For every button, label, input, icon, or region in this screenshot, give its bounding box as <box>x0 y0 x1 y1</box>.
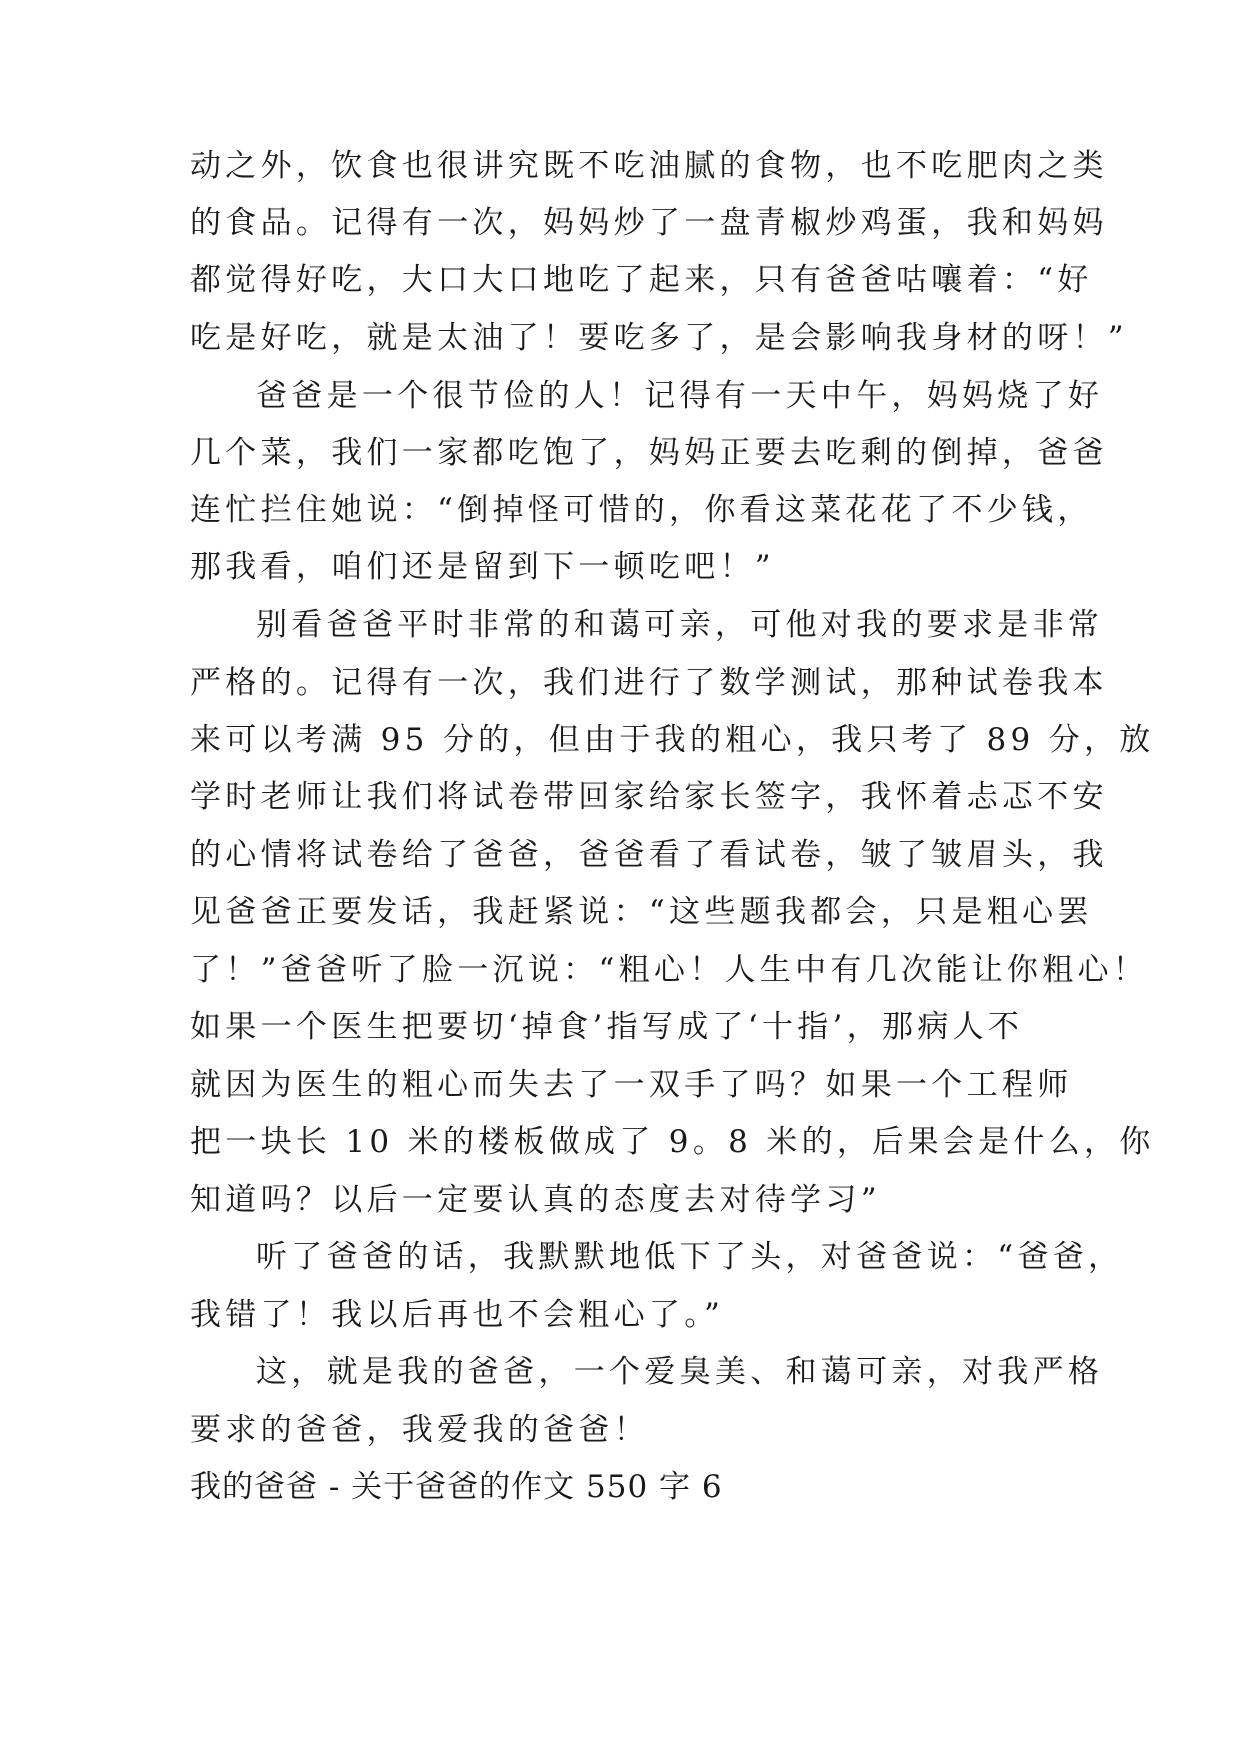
text-line: 知道吗？以后一定要认真的态度去对待学习” <box>190 1182 881 1218</box>
text-line: 动之外，饮食也很讲究既不吃油腻的食物，也不吃肥肉之类 <box>190 148 1108 184</box>
paragraph-start-line: 别看爸爸平时非常的和蔼可亲，可他对我的要求是非常 <box>256 607 1104 643</box>
text-line: 严格的。记得有一次，我们进行了数学测试，那种试卷我本 <box>190 665 1108 701</box>
text-line: 的食品。记得有一次，妈妈炒了一盘青椒炒鸡蛋，我和妈妈 <box>190 205 1108 241</box>
text-line: 那我看，咱们还是留到下一顿吃吧！” <box>190 549 775 585</box>
paragraph-start-line: 爸爸是一个很节俭的人！记得有一天中午，妈妈烧了好 <box>256 378 1104 414</box>
text-line: 了！”爸爸听了脸一沉说：“粗心！人生中有几次能让你粗心！ <box>190 952 1149 988</box>
text-line: 吃是好吃，就是太油了！要吃多了，是会影响我身材的呀！” <box>190 320 1128 356</box>
paragraph-start-line: 听了爸爸的话，我默默地低下了头，对爸爸说：“爸爸， <box>256 1239 1124 1275</box>
text-line: 都觉得好吃，大口大口地吃了起来，只有爸爸咕嚷着：“好 <box>190 262 1093 298</box>
text-line: 如果一个医生把要切‘掉食’指写成了‘十指’，那病人不 <box>190 1009 1024 1045</box>
text-line: 就因为医生的粗心而失去了一双手了吗？如果一个工程师 <box>190 1067 1073 1103</box>
text-line: 来可以考满 95 分的，但由于我的粗心，我只考了 89 分，放 <box>190 722 1155 758</box>
section-heading: 我的爸爸 - 关于爸爸的作文 550 字 6 <box>190 1469 723 1505</box>
text-line: 我错了！我以后再也不会粗心了。” <box>190 1297 725 1333</box>
text-line: 要求的爸爸，我爱我的爸爸！ <box>190 1412 649 1448</box>
text-line: 连忙拦住她说：“倒掉怪可惜的，你看这菜花花了不少钱， <box>190 492 1093 528</box>
text-line: 学时老师让我们将试卷带回家给家长签字，我怀着忐忑不安 <box>190 779 1108 815</box>
paragraph-start-line: 这，就是我的爸爸，一个爱臭美、和蔼可亲，对我严格 <box>256 1354 1104 1390</box>
text-line: 把一块长 10 米的楼板做成了 9。8 米的，后果会是什么，你 <box>190 1124 1155 1160</box>
text-line: 几个菜，我们一家都吃饱了，妈妈正要去吃剩的倒掉，爸爸 <box>190 435 1108 471</box>
text-line: 见爸爸正要发话，我赶紧说：“这些题我都会，只是粗心罢 <box>190 894 1093 930</box>
text-line: 的心情将试卷给了爸爸，爸爸看了看试卷，皱了皱眉头，我 <box>190 837 1108 873</box>
